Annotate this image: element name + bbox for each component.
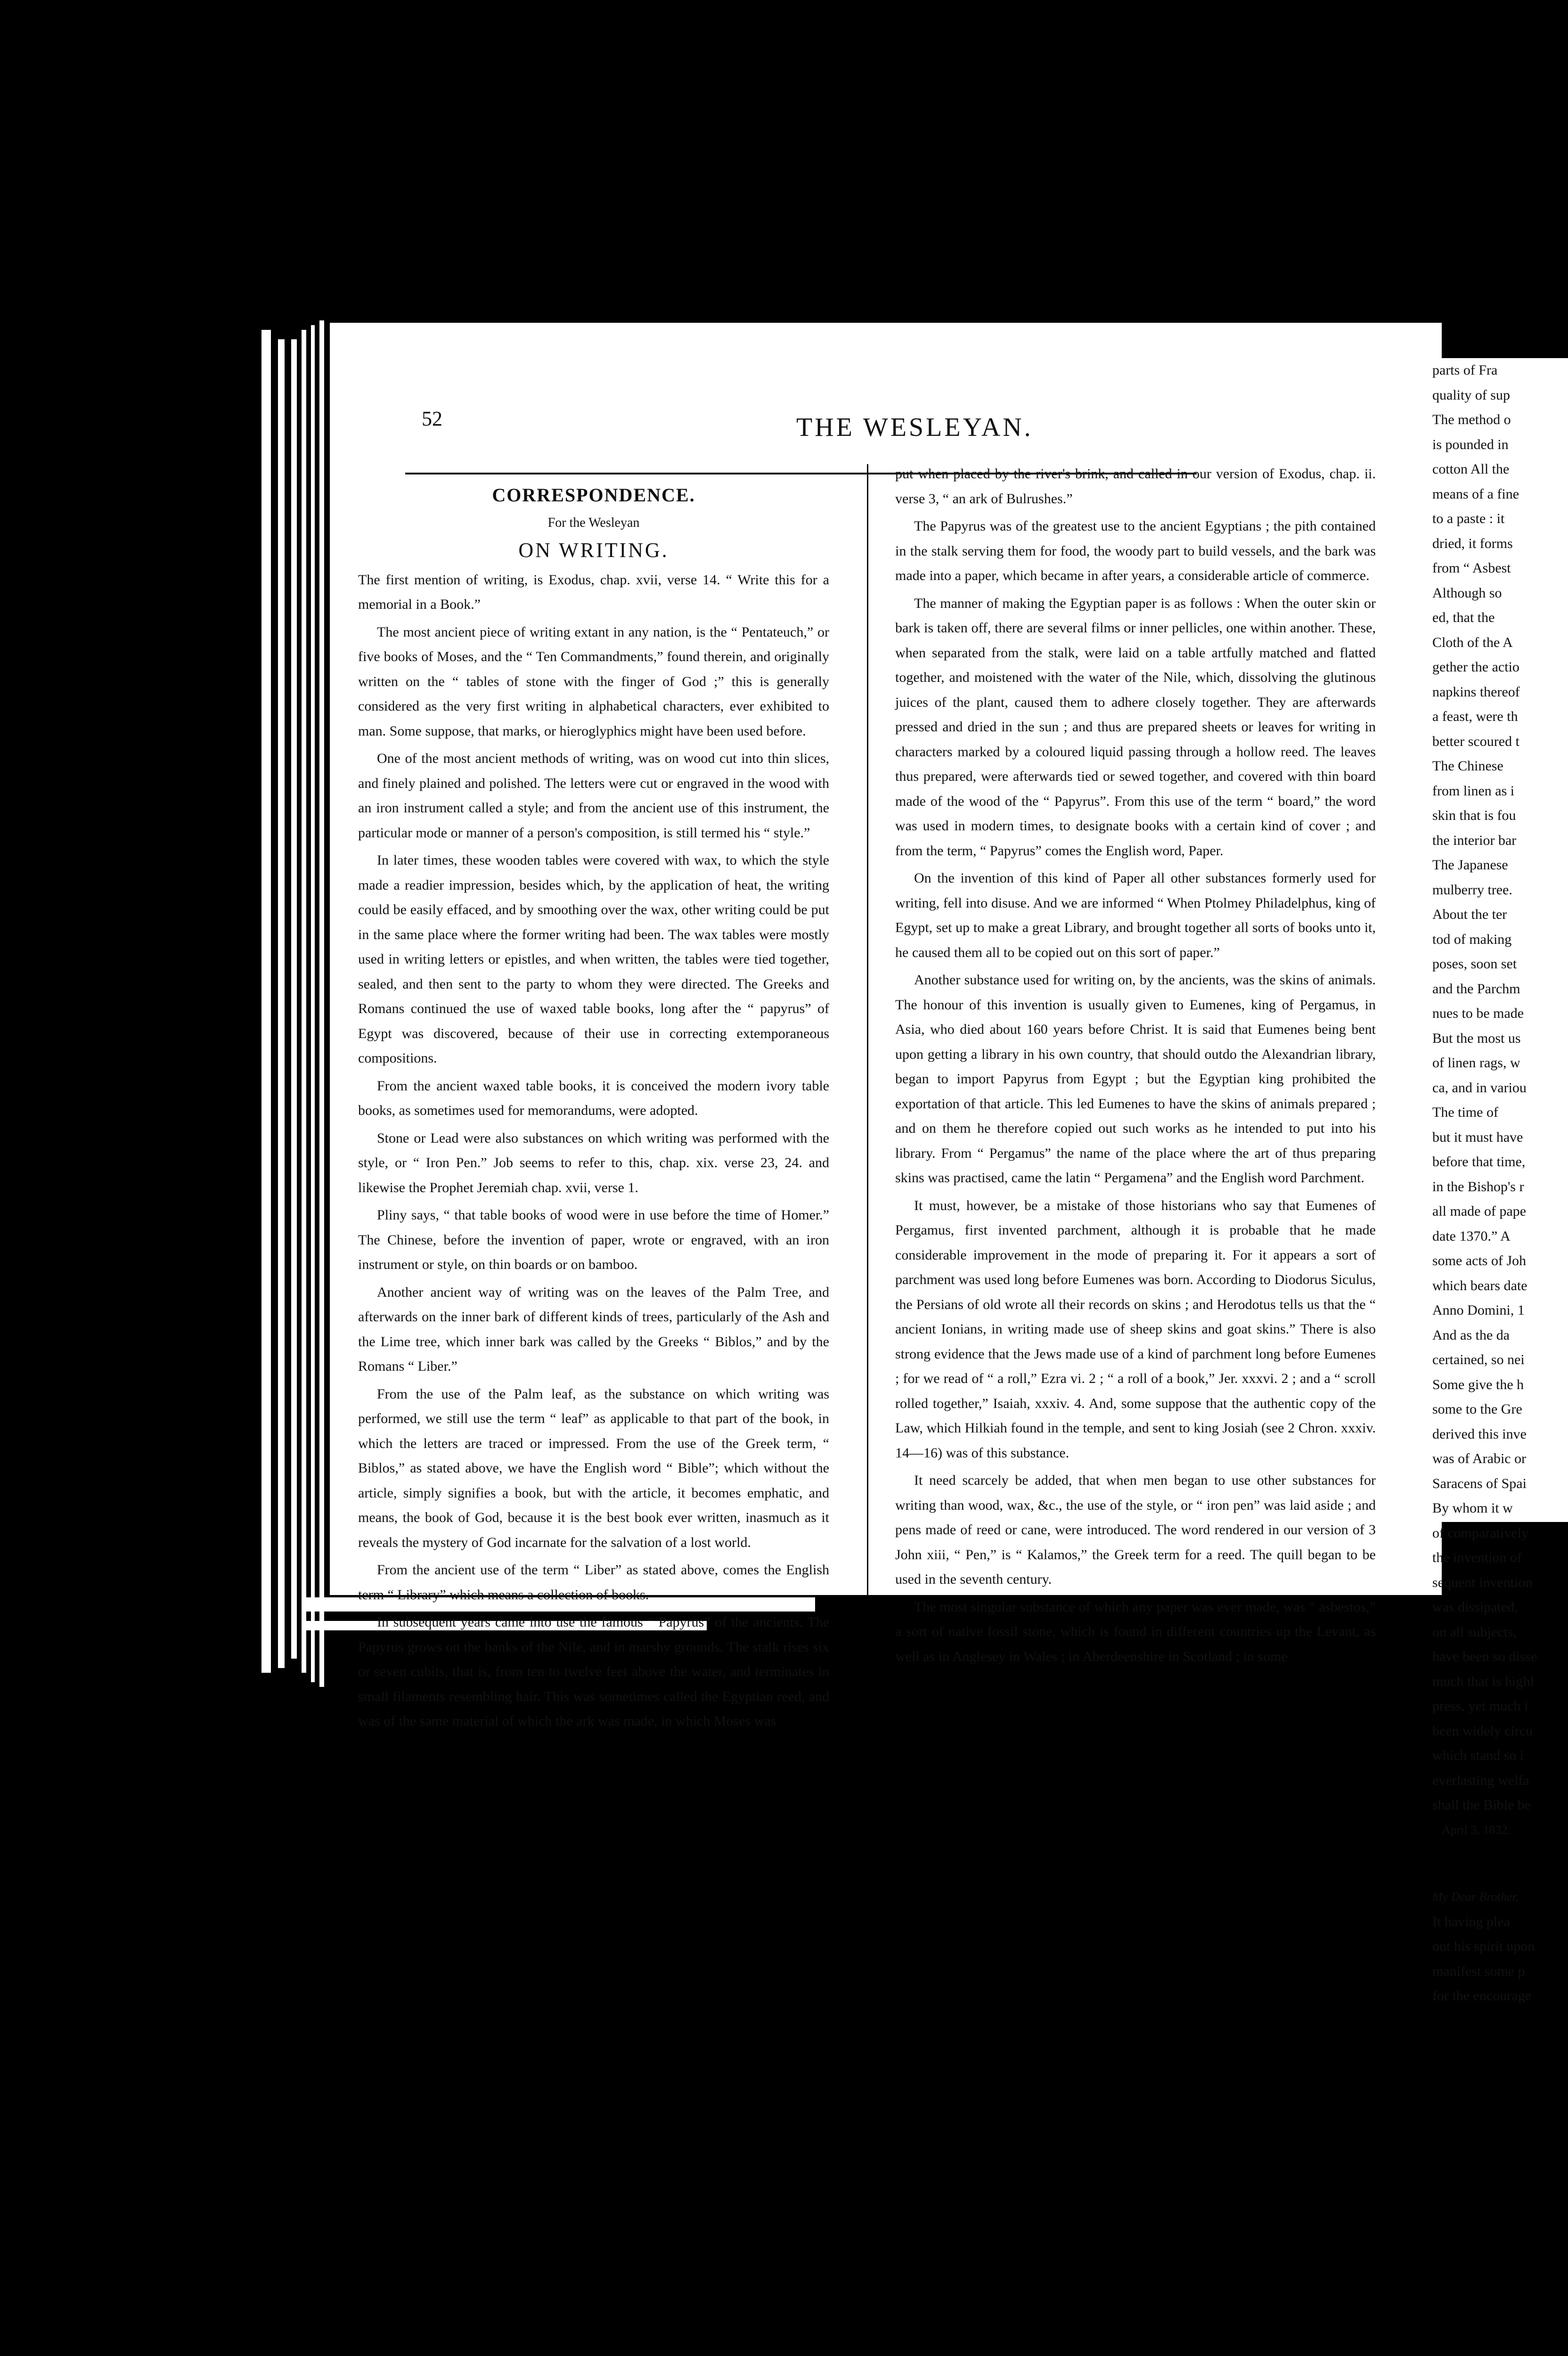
facing-page-line: The method o [1432,412,1511,427]
facing-page-line: of linen rags, w [1432,1055,1520,1071]
facing-page-line: About the ter [1432,907,1507,922]
facing-page-line: to a paste : it [1432,511,1505,526]
facing-page-line: quality of sup [1432,387,1510,403]
facing-page-line: before that time, [1432,1154,1526,1170]
facing-page-line: which bears date [1432,1277,1527,1293]
paragraph: The manner of making the Egyptian paper is as follows : When the outer skin or bark is taken off, there are several films or inner pellicles, one within another. These, when separated from the stalk, were laid on a table artfully matched and flatted together, and moistened with the water of the Nile, which, dissolving the glutinous juices of the plant, caused them to adhere closely together. They are afterwards pressed and dried in the sun ; and thus are prepared sheets or leaves for writing in characters marked by a coloured liquid passing through a hollow reed. The leaves thus prepared, were afterwards tied or sewed together, and covered with thin board made of the wood of the “ Papyrus”. From this use of the term “ board,” the word was used in modern times, to designate books with a certain kind of cover ; and from the term, “ Papyrus” comes the English word, Paper. [895,595,1376,859]
paragraph: put when placed by the river's brink, and called in our version of Exodus, chap. ii. verse 3, “ an ark of Bulrushes.” [895,466,1376,507]
facing-page-line: napkins thereof [1432,684,1520,700]
paragraph: From the ancient waxed table books, it is conceived the modern ivory table books, as sometimes used for memorandums, were adopted. [358,1078,829,1118]
facing-page-line: Some give the h [1432,1376,1524,1392]
facing-page-line: skin that is fou [1432,808,1516,823]
facing-page-line: But the most us [1432,1030,1521,1046]
facing-page-line: the interior bar [1432,832,1517,848]
facing-page-line: certained, so nei [1432,1352,1525,1367]
middle-column [895,462,1376,1664]
paragraph: The most singular substance of which any paper was ever made, was “ asbestos,” a sort of native fossil stone, which is found in different countries up the Levant, as well as in Anglesey in Wales ; in Aberdeenshire in Scotland ; in some [895,1599,1376,1664]
facing-page-line: Anno Domini, 1 [1432,1302,1525,1318]
facing-page-line: ed, that the [1432,610,1495,625]
facing-page-line: a feast, were th [1432,709,1518,724]
article-title: ON WRITING. [518,539,669,562]
facing-page-line: Saracens of Spai [1432,1475,1527,1491]
facing-page-line: have been so disse [1432,1649,1537,1664]
section-title: CORRESPONDENCE. [492,484,695,506]
facing-page-line: manifest some p [1432,1963,1525,1979]
paragraph: Pliny says, “ that table books of wood were in use before the time of Homer.” The Chinese, before the invention of paper, wrote or engraved, with an iron instrument or style, on thin boards or on bamboo. [358,1207,829,1272]
facing-page-line: but it must have [1432,1129,1523,1145]
facing-page-line: some acts of Joh [1432,1253,1527,1268]
facing-page-line: everlasting welfa [1432,1772,1529,1788]
salutation: My Dear Brother, [1432,1890,1519,1904]
facing-page-line: nues to be made [1432,1006,1524,1021]
facing-page-line: which stand so i [1432,1748,1524,1763]
paragraph: From the use of the Palm leaf, as the substance on which writing was performed, we still use the term “ leaf” as applicable to that part of the book, in which the letters are traced or impressed. From the use of the Greek term, “ Biblos,” as stated above, we have the English word “ Bible”; which without the article, simply signifies a book, but with the article, it becomes emphatic, and means, the book of God, because it is the best book ever written, inasmuch as it reveals the mystery of God incarnate for the salvation of a lost world. [358,1386,829,1550]
facing-page-line: It having plea [1432,1914,1510,1930]
facing-page-line: some to the Gre [1432,1401,1522,1417]
facing-page-line: By whom it w [1432,1500,1513,1516]
letter-date: April 3, 1832. [1442,1823,1511,1837]
facing-page-line: parts of Fra [1432,362,1498,378]
facing-page-line: dried, it forms [1432,535,1513,551]
facing-page-line: date 1370.” A [1432,1228,1511,1244]
paragraph: Another substance used for writing on, by the ancients, was the skins of animals. The honour of this invention is usually given to Eumenes, king of Pergamus, in Asia, who died about 160 years before Christ. It is said that Eumenes being bent upon getting a library in his own country, that should outdo the Alexandrian library, began to import Papyrus from Egypt ; but the Egyptian king prohibited the exportation of that article. This led Eumenes to have the skins of animals prepared ; and on them he therefore copied out such works as he intended to put into his library. From “ Pergamus” the name of the place where the art of thus preparing skins was practised, came the latin “ Pergamena” and the English word Parchment. [895,972,1376,1186]
column-rule [867,464,868,1595]
paragraph: It need scarcely be added, that when men began to use other substances for writing than wood, wax, &c., the use of the style, or “ iron pen” was laid aside ; and pens made of reed or cane, were introduced. The word rendered in our version of 3 John xiii, “ Pen,” is “ Kalamos,” the Greek term for a reed. The quill began to be used in the seventh century. [895,1472,1376,1587]
facing-page-line: out his spirit upon [1432,1939,1535,1954]
facing-page [1432,358,1568,2004]
facing-page-line: on all subjects, [1432,1624,1517,1640]
facing-page-line: Cloth of the A [1432,634,1513,650]
facing-page-line: for the encourage [1432,1988,1531,2004]
facing-page-line: press, yet much i [1432,1698,1528,1714]
facing-page-line: poses, soon set [1432,956,1517,972]
facing-page-line: gether the actio [1432,659,1519,675]
paragraph: The most ancient piece of writing extant in any nation, is the “ Pentateuch,” or five books of Moses, and the “ Ten Commandments,” found therein, and originally written on the “ tables of stone with the finger of God ;” this is generally considered as the very first writing in alphabetical characters, ever exhibited to man. Some suppose, that marks, or hieroglyphics might have been used before. [358,624,829,739]
facing-page-line: derived this inve [1432,1426,1527,1442]
facing-page-line: ca, and in variou [1432,1080,1527,1096]
facing-page-line: from linen as i [1432,783,1515,799]
facing-page-line: cotton All the [1432,461,1510,477]
facing-page-line: Although so [1432,585,1502,601]
facing-page-line: in the Bishop's r [1432,1178,1524,1194]
facing-page-line: of comparatively [1432,1525,1529,1541]
facing-page-line: the invention of [1432,1550,1522,1565]
paragraph: On the invention of this kind of Paper all other substances formerly used for writing, fell into disuse. And we are informed “ When Ptolmey Philadelphus, king of Egypt, set up to make a great Library, and brought together all sorts of books unto it, he caused them all to be copied out on this sort of paper.” [895,870,1376,960]
facing-page-column [1432,358,1545,2009]
facing-page-line: The Chinese [1432,758,1503,774]
facing-page-line: The Japanese [1432,857,1508,873]
facing-page-line: shall the Bible be [1432,1797,1531,1813]
facing-page-line: tod of making [1432,931,1512,947]
paragraph: In subsequent years came into use the famous “ Papyrus” of the ancients. The Papyrus grows on the banks of the Nile, and in marshy grounds. The stalk rises six or seven cubits, that is, from ten to twelve feet above the water, and terminates in small filaments resembling hair. This was sometimes called the Egyptian reed, and was of the same material of which the ark was made, in which Moses was [358,1614,829,1729]
facing-page-line: much that is highl [1432,1673,1534,1689]
facing-page-line: And as the da [1432,1327,1510,1343]
paragraph: One of the most ancient methods of writing, was on wood cut into thin slices, and finely plained and polished. The letters were cut or engraved in the wood with an iron instrument called a style; and from the ancient use of this instrument, the particular mode or manner of a person's composition, is still termed his “ style.” [358,751,829,841]
facing-page-line: all made of pape [1432,1203,1527,1219]
facing-page-line: sequent invention [1432,1574,1533,1590]
facing-page-line: means of a fine [1432,486,1519,502]
facing-page-line: better scoured t [1432,733,1519,749]
left-page [330,323,1442,1729]
paragraph: Stone or Lead were also substances on which writing was performed with the style, or “ Iron Pen.” Job seems to refer to this, chap. xix. verse 23, 24. and likewise the Prophet Jeremiah chap. xvii, verse 1. [358,1130,829,1195]
byline: For the Wesleyan [547,515,640,530]
facing-page-line: mulberry tree. [1432,882,1512,898]
paragraph: The first mention of writing, is Exodus, chap. xvii, verse 14. “ Write this for a memorial in a Book.” [358,572,829,612]
facing-page-line: and the Parchm [1432,981,1520,997]
left-column [358,483,829,1729]
page-number: 52 [422,407,442,430]
paragraph: From the ancient use of the term “ Liber” as stated above, comes the English term “ Library” which means a collection of books. [358,1562,829,1603]
facing-page-line: from “ Asbest [1432,560,1511,576]
facing-page-line: was dissipated, [1432,1599,1518,1615]
paragraph: In later times, these wooden tables were covered with wax, to which the style made a readier impression, besides which, by the application of heat, the writing could be easily effaced, and by smoothing over the wax, other writing could be put in the same place where the former writing had been. The wax tables were mostly used in writing letters or epistles, and when written, the tables were tied together, sealed, and then sent to the party to whom they were directed. The Greeks and Romans continued the use of waxed table books, long after the “ papyrus” of Egypt was discovered, because of their use in correcting extemporaneous compositions. [358,852,829,1066]
spacer [1432,1842,1545,1885]
running-head: THE WESLEYAN. [796,413,1033,442]
paragraph: The Papyrus was of the greatest use to the ancient Egyptians ; the pith contained in the stalk serving them for food, the woody part to build vessels, and the bark was made into a paper, which became in after years, a considerable article of commerce. [895,518,1376,583]
facing-page-line: The time of [1432,1104,1498,1120]
facing-page-line: was of Arabic or [1432,1451,1527,1466]
facing-page-line: is pounded in [1432,436,1509,452]
facing-page-line: been widely circu [1432,1723,1533,1739]
paragraph: Another ancient way of writing was on the leaves of the Palm Tree, and afterwards on the inner bark of different kinds of trees, particularly of the Ash and the Lime tree, which inner bark was called by the Greeks “ Biblos,” and by the Romans “ Liber.” [358,1284,829,1374]
paragraph: It must, however, be a mistake of those historians who say that Eumenes of Pergamus, first invented parchment, although it is probable that he made considerable improvement in the mode of preparing it. For it appears a sort of parchment was used long before Eumenes was born. According to Diodorus Siculus, the Persians of old wrote all their records on skins ; and Herodotus tells us that the “ ancient Ionians, in writing made use of sheep skins and goat skins.” There is also strong evidence that the Jews made use of a kind of parchment long before Eumenes ; for we read of “ a roll,” Ezra vi. 2 ; “ a roll of a book,” Jer. xxxvi. 2 ; and a “ scroll rolled together,” Isaiah, xxxiv. 4. And, some suppose that the authentic copy of the Law, which Hilkiah found in the temple, and sent to king Josiah (see 2 Chron. xxxiv. 14—16) was of this substance. [895,1197,1376,1461]
